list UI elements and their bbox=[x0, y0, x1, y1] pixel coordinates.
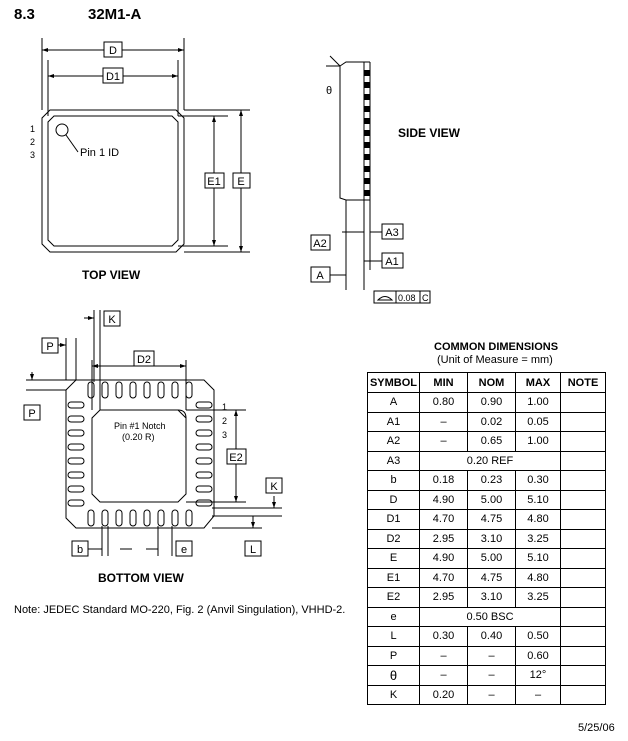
cell-min: 0.18 bbox=[420, 471, 468, 491]
cell-nom: 0.90 bbox=[468, 393, 516, 413]
flatness-value: 0.08 bbox=[398, 293, 416, 303]
label-e: E bbox=[237, 176, 245, 188]
cell-nom: 0.23 bbox=[468, 471, 516, 491]
table-row bbox=[368, 646, 606, 666]
cell-min: – bbox=[420, 412, 468, 432]
cell-min: 4.90 bbox=[420, 490, 468, 510]
cell-min: 2.95 bbox=[420, 588, 468, 608]
table-row bbox=[368, 627, 606, 647]
cell-note bbox=[561, 607, 606, 627]
bottom-pads-top bbox=[88, 382, 192, 398]
header-min: MIN bbox=[420, 373, 468, 393]
bottom-pin-number-2: 2 bbox=[222, 416, 228, 426]
table-row bbox=[368, 529, 606, 549]
cell-symbol: A bbox=[368, 393, 420, 413]
bottom-pin-number-1: 1 bbox=[222, 402, 228, 412]
dimensions-unit: (Unit of Measure = mm) bbox=[437, 354, 553, 366]
cell-symbol: A3 bbox=[368, 451, 420, 471]
dimensions-body bbox=[368, 393, 606, 705]
cell-symbol: E bbox=[368, 549, 420, 569]
cell-symbol: D2 bbox=[368, 529, 420, 549]
cell-note bbox=[561, 685, 606, 705]
cell-nom: 4.75 bbox=[468, 568, 516, 588]
label-a3: A3 bbox=[385, 227, 399, 239]
table-row bbox=[368, 412, 606, 432]
label-e2: E2 bbox=[229, 452, 243, 464]
top-pin-number-2: 2 bbox=[30, 137, 36, 147]
cell-max: – bbox=[516, 685, 561, 705]
cell-min: – bbox=[420, 666, 468, 686]
notch-label-line1: Pin #1 Notch bbox=[114, 421, 166, 431]
cell-span: 0.50 BSC bbox=[420, 607, 561, 627]
side-view bbox=[326, 56, 430, 303]
cell-note bbox=[561, 666, 606, 686]
cell-symbol: b bbox=[368, 471, 420, 491]
cell-max: 0.05 bbox=[516, 412, 561, 432]
table-row bbox=[368, 393, 606, 413]
table-header-row bbox=[368, 373, 606, 393]
bottom-view-caption: BOTTOM VIEW bbox=[98, 571, 184, 585]
label-d2: D2 bbox=[136, 354, 152, 366]
top-view-caption: TOP VIEW bbox=[82, 268, 141, 282]
header-note: NOTE bbox=[561, 373, 606, 393]
cell-max: 0.50 bbox=[516, 627, 561, 647]
cell-note bbox=[561, 646, 606, 666]
cell-note bbox=[561, 432, 606, 452]
section-number: 8.3 bbox=[14, 6, 35, 23]
cell-max: 3.25 bbox=[516, 529, 561, 549]
cell-symbol: A1 bbox=[368, 412, 420, 432]
cell-nom: 0.65 bbox=[468, 432, 516, 452]
table-row bbox=[368, 471, 606, 491]
cell-nom: 3.10 bbox=[468, 588, 516, 608]
label-p-left: P bbox=[28, 408, 36, 420]
label-p-top: P bbox=[46, 341, 54, 353]
side-view-body bbox=[340, 62, 364, 200]
cell-nom: 3.10 bbox=[468, 529, 516, 549]
side-view-leads bbox=[364, 70, 370, 196]
cell-symbol: D bbox=[368, 490, 420, 510]
table-row bbox=[368, 451, 606, 471]
cell-note bbox=[561, 412, 606, 432]
cell-nom: 4.75 bbox=[468, 510, 516, 530]
table-row bbox=[368, 685, 606, 705]
cell-max: 1.00 bbox=[516, 432, 561, 452]
cell-note bbox=[561, 393, 606, 413]
label-e-pitch: e bbox=[180, 544, 188, 556]
cell-symbol: P bbox=[368, 646, 420, 666]
table-row bbox=[368, 588, 606, 608]
bottom-pads-right bbox=[196, 402, 212, 506]
cell-symbol: θ bbox=[368, 666, 420, 686]
cell-symbol: E1 bbox=[368, 568, 420, 588]
table-row bbox=[368, 549, 606, 569]
cell-min: 0.20 bbox=[420, 685, 468, 705]
cell-span: 0.20 REF bbox=[420, 451, 561, 471]
cell-symbol: D1 bbox=[368, 510, 420, 530]
cell-nom: 5.00 bbox=[468, 549, 516, 569]
cell-max: 12° bbox=[516, 666, 561, 686]
cell-note bbox=[561, 471, 606, 491]
flatness-datum: C bbox=[422, 293, 429, 303]
bottom-pin-number-3: 3 bbox=[222, 430, 228, 440]
header-symbol: SYMBOL bbox=[368, 373, 420, 393]
cell-max: 1.00 bbox=[516, 393, 561, 413]
cell-min: 4.70 bbox=[420, 568, 468, 588]
section-title: 32M1-A bbox=[88, 6, 142, 23]
cell-min: 4.70 bbox=[420, 510, 468, 530]
label-d1: D1 bbox=[105, 71, 121, 83]
cell-max: 0.30 bbox=[516, 471, 561, 491]
cell-note bbox=[561, 588, 606, 608]
cell-symbol: E2 bbox=[368, 588, 420, 608]
table-row bbox=[368, 666, 606, 686]
top-pin-number-1: 1 bbox=[30, 124, 36, 134]
dimensions-title: COMMON DIMENSIONS bbox=[434, 341, 559, 353]
cell-symbol: K bbox=[368, 685, 420, 705]
cell-max: 5.10 bbox=[516, 490, 561, 510]
top-pin-number-3: 3 bbox=[30, 150, 36, 160]
cell-note bbox=[561, 451, 606, 471]
cell-min: – bbox=[420, 646, 468, 666]
pin1-id-mark bbox=[56, 124, 68, 136]
cell-nom: 0.02 bbox=[468, 412, 516, 432]
cell-nom: 5.00 bbox=[468, 490, 516, 510]
cell-note bbox=[561, 529, 606, 549]
cell-symbol: e bbox=[368, 607, 420, 627]
header-nom: NOM bbox=[468, 373, 516, 393]
label-l: L bbox=[249, 544, 257, 556]
table-row bbox=[368, 432, 606, 452]
table-row bbox=[368, 490, 606, 510]
label-a1: A1 bbox=[385, 256, 399, 268]
cell-symbol: A2 bbox=[368, 432, 420, 452]
top-view-outline bbox=[42, 110, 184, 252]
cell-note bbox=[561, 549, 606, 569]
revision-date: 5/25/06 bbox=[578, 722, 615, 734]
label-theta: θ bbox=[326, 85, 333, 97]
table-row bbox=[368, 510, 606, 530]
cell-nom: – bbox=[468, 685, 516, 705]
cell-min: 0.80 bbox=[420, 393, 468, 413]
table-row bbox=[368, 607, 606, 627]
bottom-pads-bottom bbox=[88, 510, 192, 526]
cell-max: 4.80 bbox=[516, 568, 561, 588]
cell-nom: 0.40 bbox=[468, 627, 516, 647]
cell-min: 4.90 bbox=[420, 549, 468, 569]
footnote: Note: JEDEC Standard MO-220, Fig. 2 (Anvil Singulation), VHHD-2. bbox=[14, 604, 346, 616]
cell-nom: – bbox=[468, 666, 516, 686]
cell-note bbox=[561, 568, 606, 588]
cell-note bbox=[561, 510, 606, 530]
pin1-leader bbox=[66, 135, 78, 152]
bottom-pads-left bbox=[68, 402, 84, 506]
label-pin1-id: Pin 1 ID bbox=[80, 147, 120, 159]
label-k-right: K bbox=[270, 481, 278, 493]
header-max: MAX bbox=[516, 373, 561, 393]
cell-max: 0.60 bbox=[516, 646, 561, 666]
cell-max: 5.10 bbox=[516, 549, 561, 569]
cell-min: 0.30 bbox=[420, 627, 468, 647]
cell-note bbox=[561, 627, 606, 647]
label-a: A bbox=[316, 270, 324, 282]
label-k-top: K bbox=[108, 314, 116, 326]
cell-nom: – bbox=[468, 646, 516, 666]
top-view-body bbox=[48, 116, 178, 246]
label-a2: A2 bbox=[313, 238, 327, 250]
cell-min: – bbox=[420, 432, 468, 452]
side-view-caption: SIDE VIEW bbox=[398, 126, 461, 140]
table-row bbox=[368, 568, 606, 588]
top-view bbox=[42, 38, 250, 252]
cell-symbol: L bbox=[368, 627, 420, 647]
label-e1: E1 bbox=[207, 176, 221, 188]
cell-min: 2.95 bbox=[420, 529, 468, 549]
dimensions-table bbox=[367, 372, 606, 705]
cell-max: 4.80 bbox=[516, 510, 561, 530]
bottom-view-outline bbox=[66, 380, 214, 528]
label-d: D bbox=[109, 45, 117, 57]
cell-note bbox=[561, 490, 606, 510]
label-b: b bbox=[76, 544, 84, 556]
cell-max: 3.25 bbox=[516, 588, 561, 608]
notch-label-line2: (0.20 R) bbox=[122, 432, 155, 442]
